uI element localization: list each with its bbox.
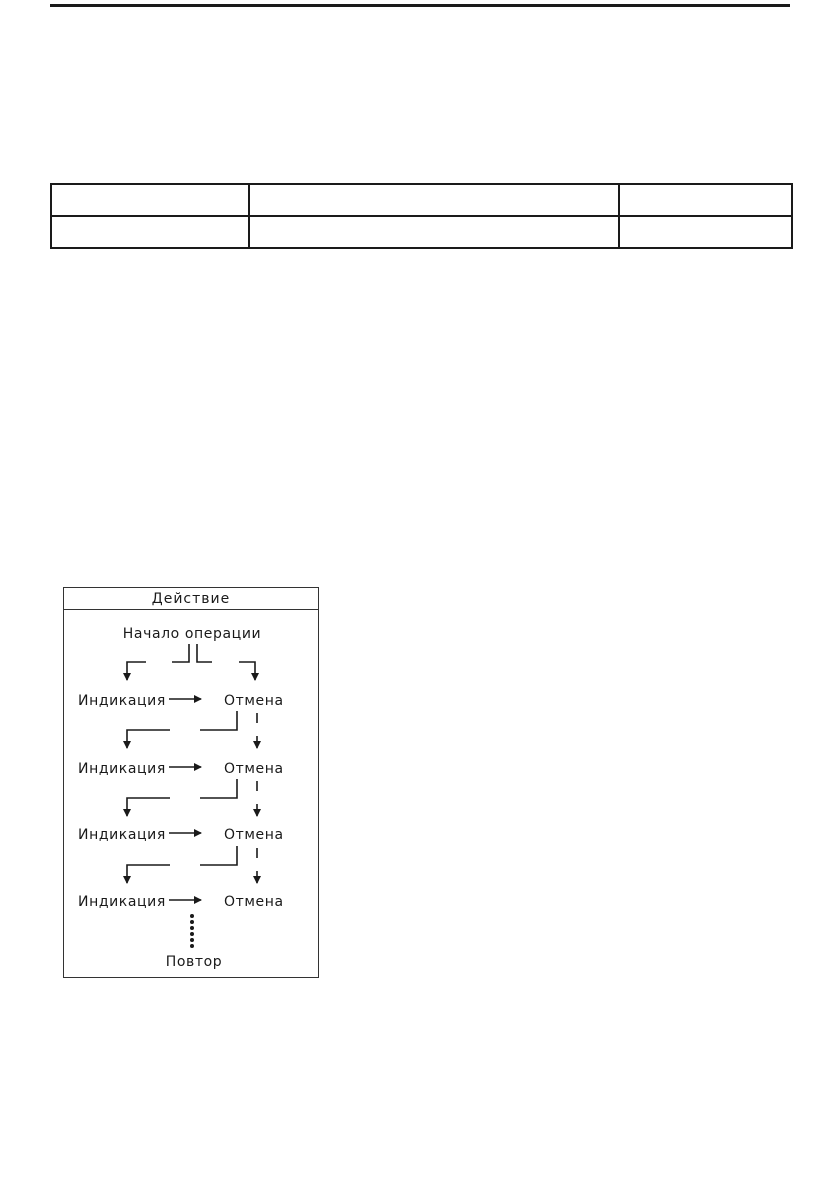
- blank-table: [50, 183, 793, 249]
- table-cell: [51, 184, 249, 216]
- start-label: Начало операции: [122, 626, 262, 642]
- repeat-connector: [127, 711, 257, 748]
- table-cell: [619, 216, 792, 248]
- table-row: [51, 184, 792, 216]
- indication-label: Индикация: [78, 827, 166, 843]
- top-rule: [50, 4, 790, 7]
- cancel-label: Отмена: [224, 827, 284, 843]
- start-split-connector: [127, 644, 255, 680]
- indication-label: Индикация: [78, 894, 166, 910]
- repeat-connector: [127, 779, 257, 816]
- table-cell: [249, 216, 619, 248]
- cancel-label: Отмена: [224, 693, 284, 709]
- cancel-label: Отмена: [224, 761, 284, 777]
- continuation-dots: [190, 914, 194, 948]
- table-cell: [249, 184, 619, 216]
- table-cell: [51, 216, 249, 248]
- indication-label: Индикация: [78, 761, 166, 777]
- cancel-label: Отмена: [224, 894, 284, 910]
- repeat-label: Повтор: [165, 954, 223, 970]
- flowchart-header: Действие: [64, 588, 318, 610]
- table-cell: [619, 184, 792, 216]
- table-row: [51, 216, 792, 248]
- indication-label: Индикация: [78, 693, 166, 709]
- flowchart-diagram: [64, 588, 320, 979]
- flowchart-box: [63, 587, 319, 978]
- repeat-connector: [127, 846, 257, 883]
